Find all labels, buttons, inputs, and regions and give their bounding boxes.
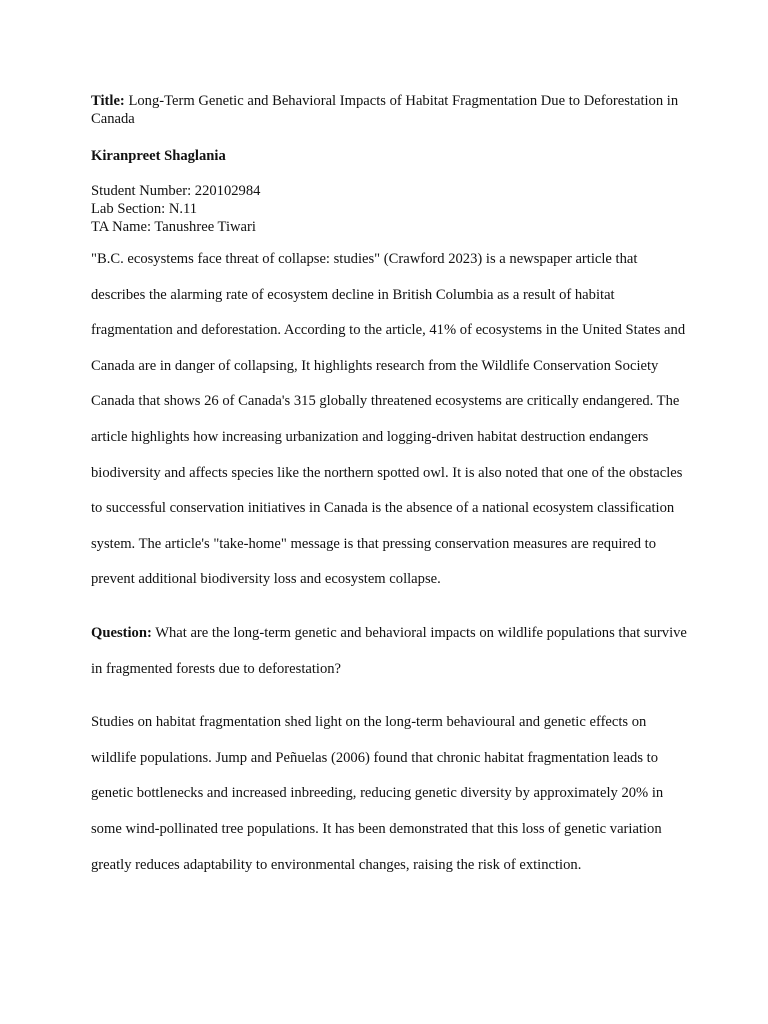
student-info-block: [91, 182, 691, 236]
studies-paragraph: Studies on habitat fragmentation shed light on the long-term behavioural and genetic effects on wildlife populations. Jump and Peñuelas (2006) found that chronic habitat fragmentation leads to genetic bottlenecks and increased inbreeding, reducing genetic diversity by approximately 20% in some wind-pollinated tree populations. It has been demonstrated that this loss of genetic variation greatly reduces adaptability to environmental changes, raising the risk of extinction.: [91, 714, 664, 873]
question-text: What are the long-term genetic and behavioral impacts on wildlife populations that survive in fragmented forests due to deforestation?: [91, 624, 687, 677]
author-name: Kiranpreet Shaglania: [91, 148, 226, 164]
research-question: [91, 616, 691, 687]
document-title: [91, 92, 691, 128]
question-label: Question:: [91, 624, 152, 641]
title-label: Title:: [91, 93, 125, 109]
document-page: [91, 92, 691, 883]
title-text: Long-Term Genetic and Behavioral Impacts of Habitat Fragmentation Due to Deforestation in Canada: [91, 93, 679, 127]
summary-paragraph: "B.C. ecosystems face threat of collapse: studies" (Crawford 2023) is a newspaper article that describes the alarming rate of ecosystem decline in British Columbia as a result of habitat fragmentation and deforestation. According to the article, 41% of ecosystems in the United States and Canada are in danger of collapsing, It highlights research from the Wildlife Conservation Society Canada that shows 26 of Canada's 315 globally threatened ecosystems are critically endangered. The article highlights how increasing urbanization and logging-driven habitat destruction endangers biodiversity and affects species like the northern spotted owl. It is also noted that one of the obstacles to successful conservation initiatives in Canada is the absence of a national ecosystem classification system. The article's "take-home" message is that pressing conservation measures are required to prevent additional biodiversity loss and ecosystem collapse.: [91, 251, 686, 588]
ta-name: TA Name: Tanushree Tiwari: [91, 219, 256, 235]
student-number: Student Number: 220102984: [91, 183, 261, 199]
lab-section: Lab Section: N.11: [91, 201, 198, 217]
